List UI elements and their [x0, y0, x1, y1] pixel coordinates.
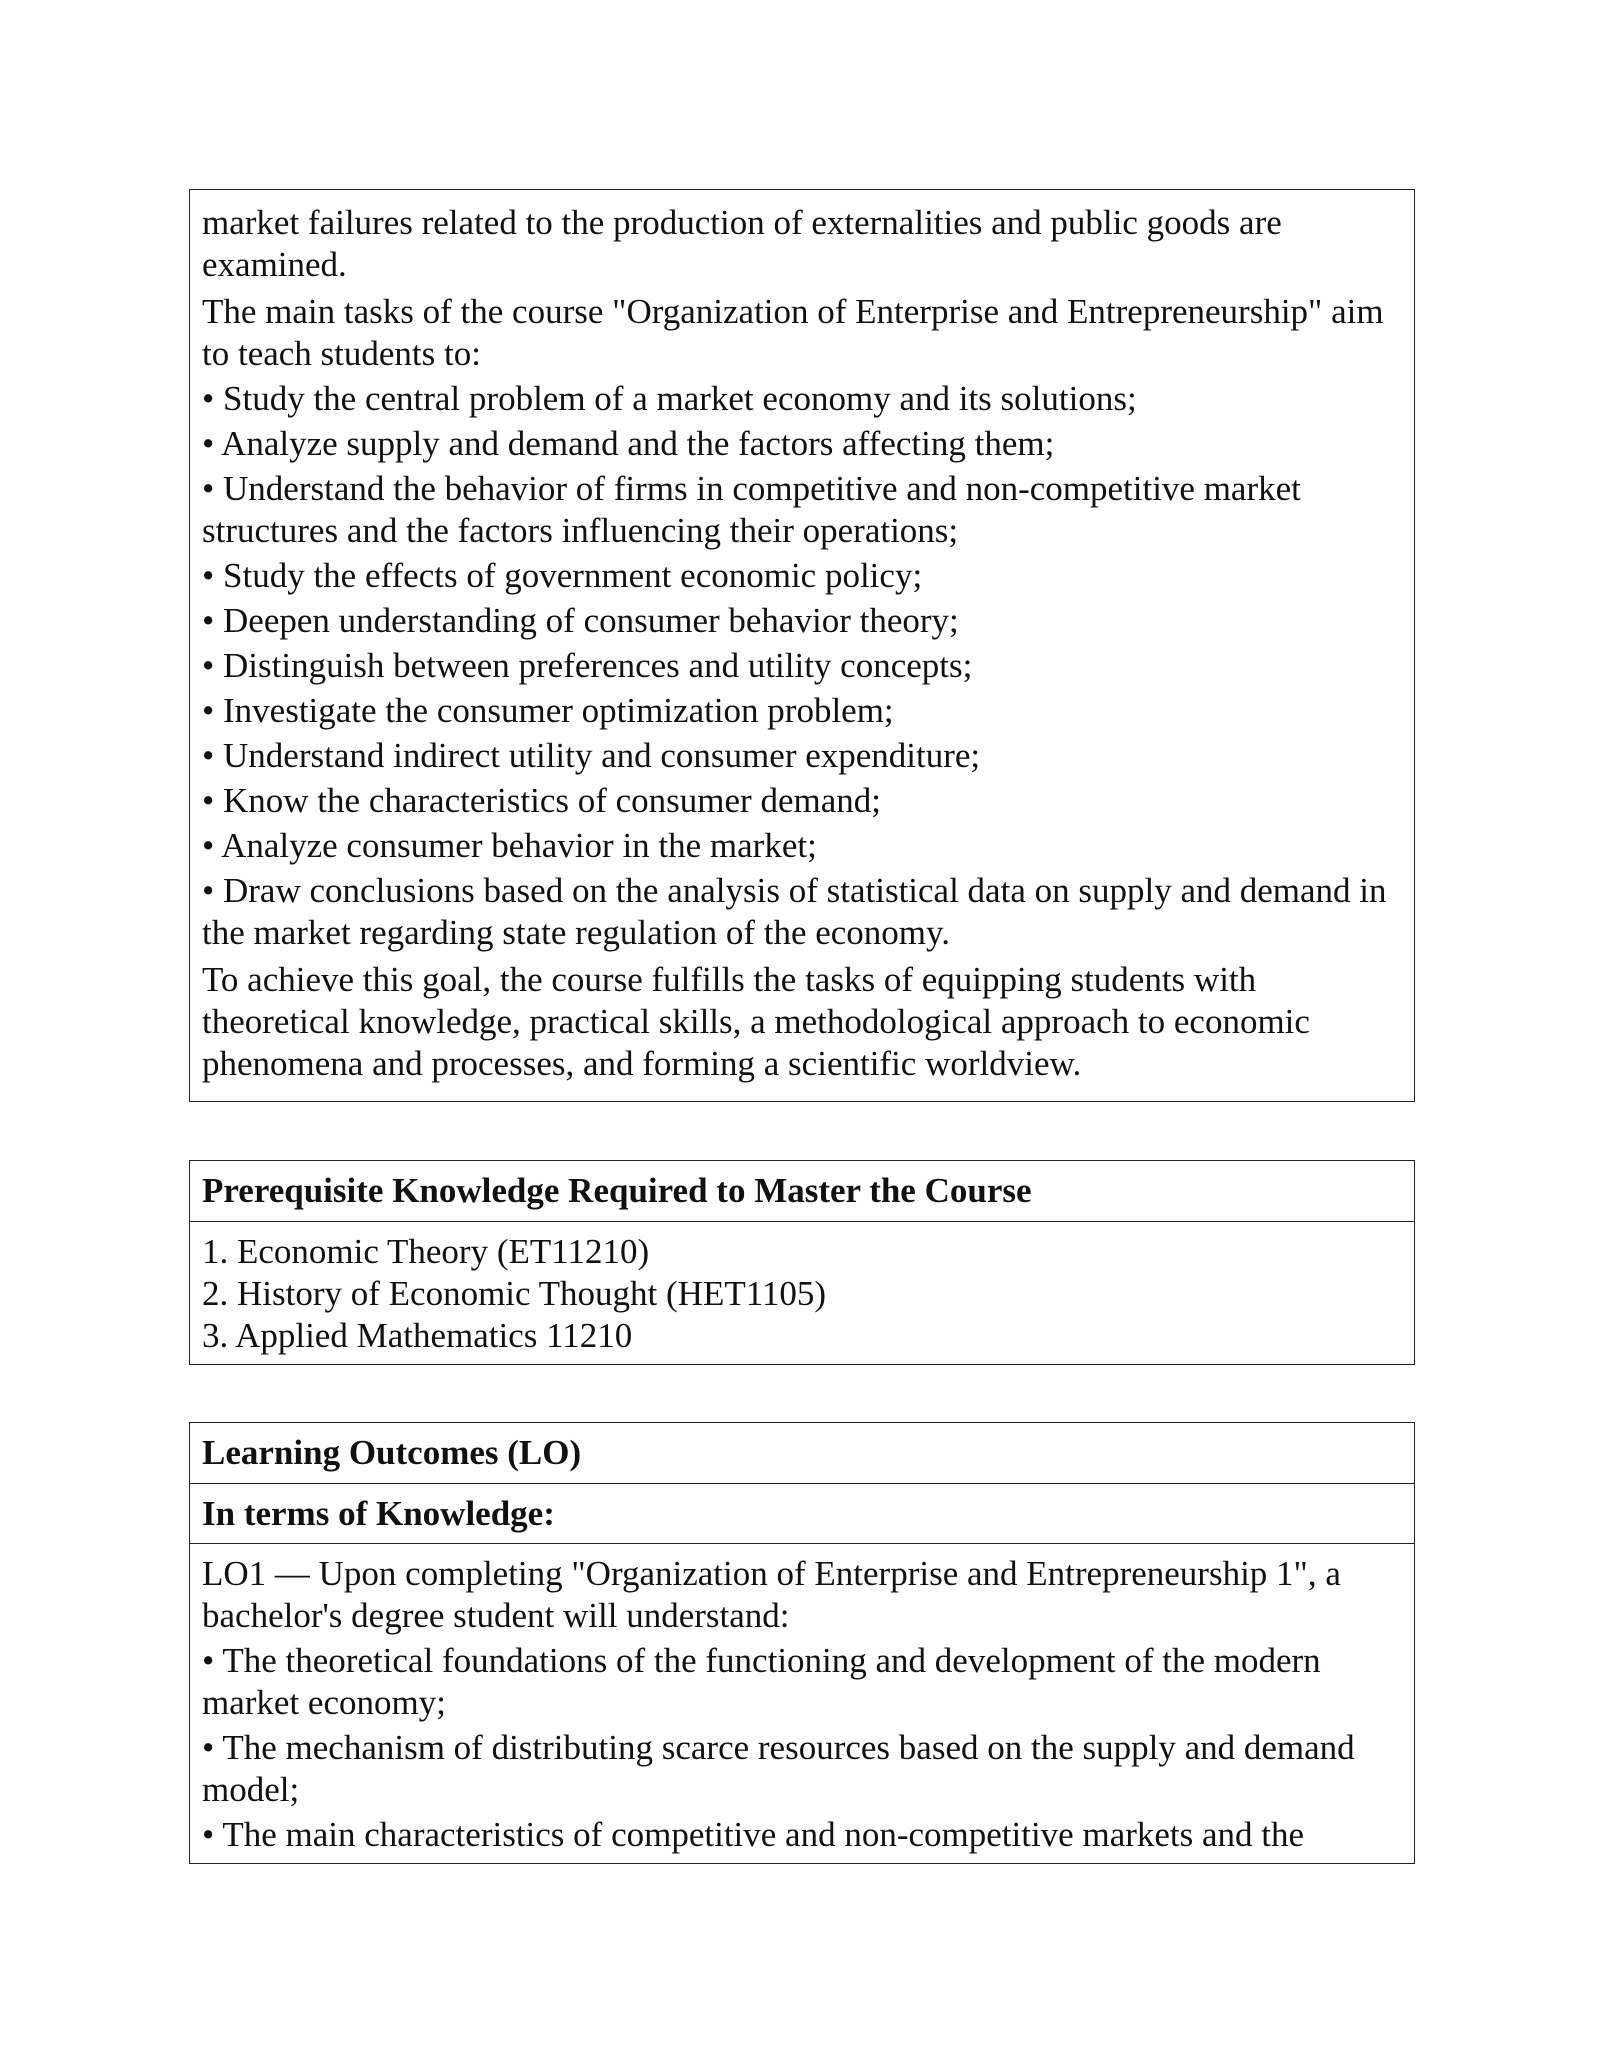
goal-paragraph: To achieve this goal, the course fulfills the tasks of equipping students with theoretical knowledge, practical skills, a methodological approach to economic phenomena and processes, and forming a scientific worldview. [202, 960, 1310, 1083]
task-item: • Deepen understanding of consumer behavior theory; [202, 601, 959, 640]
prerequisites-body-cell [190, 1221, 1414, 1357]
outcomes-heading: Learning Outcomes (LO) [202, 1433, 582, 1472]
outcomes-header-cell [190, 1423, 1414, 1483]
prerequisites-heading: Prerequisite Knowledge Required to Master the Course [202, 1171, 1032, 1210]
task-item: • Know the characteristics of consumer demand; [202, 781, 881, 820]
task-item: • Understand the behavior of firms in competitive and non-competitive market structures and the factors influencing their operations; [202, 469, 1301, 550]
prerequisite-item: 2. History of Economic Thought (HET1105) [202, 1274, 827, 1313]
prerequisite-item: 3. Applied Mathematics 11210 [202, 1316, 633, 1355]
outcome-item: • The theoretical foundations of the functioning and development of the modern market economy; [202, 1641, 1321, 1722]
task-item: • Analyze consumer behavior in the market; [202, 826, 817, 865]
task-item: • Understand indirect utility and consumer expenditure; [202, 736, 981, 775]
tasks-intro: The main tasks of the course "Organization of Enterprise and Entrepreneurship" aim to teach students to: [202, 292, 1384, 373]
task-item: • Analyze supply and demand and the factors affecting them; [202, 424, 1055, 463]
task-item: • Draw conclusions based on the analysis of statistical data on supply and demand in the market regarding state regulation of the economy. [202, 871, 1387, 952]
task-item: • Study the effects of government economic policy; [202, 556, 923, 595]
outcomes-body-cell [190, 1543, 1414, 1856]
task-item: • Investigate the consumer optimization problem; [202, 691, 894, 730]
task-item: • Study the central problem of a market economy and its solutions; [202, 379, 1137, 418]
lo1-intro: LO1 — Upon completing "Organization of Enterprise and Entrepreneurship 1", a bachelor's degree student will understand: [202, 1554, 1341, 1635]
outcome-item: • The mechanism of distributing scarce resources based on the supply and demand model; [202, 1728, 1355, 1809]
intro-continuation: market failures related to the production of externalities and public goods are examined. [202, 203, 1282, 284]
task-item: • Distinguish between preferences and utility concepts; [202, 646, 973, 685]
course-tasks-cell [190, 190, 1414, 1085]
knowledge-subheading: In terms of Knowledge: [202, 1494, 555, 1533]
prerequisites-header-cell [190, 1161, 1414, 1221]
prerequisites-table [189, 1160, 1415, 1365]
learning-outcomes-table [189, 1422, 1415, 1864]
course-tasks-box [189, 189, 1415, 1102]
knowledge-header-cell [190, 1483, 1414, 1543]
prerequisite-item: 1. Economic Theory (ET11210) [202, 1232, 650, 1271]
outcome-item: • The main characteristics of competitive and non-competitive markets and the [202, 1815, 1305, 1854]
